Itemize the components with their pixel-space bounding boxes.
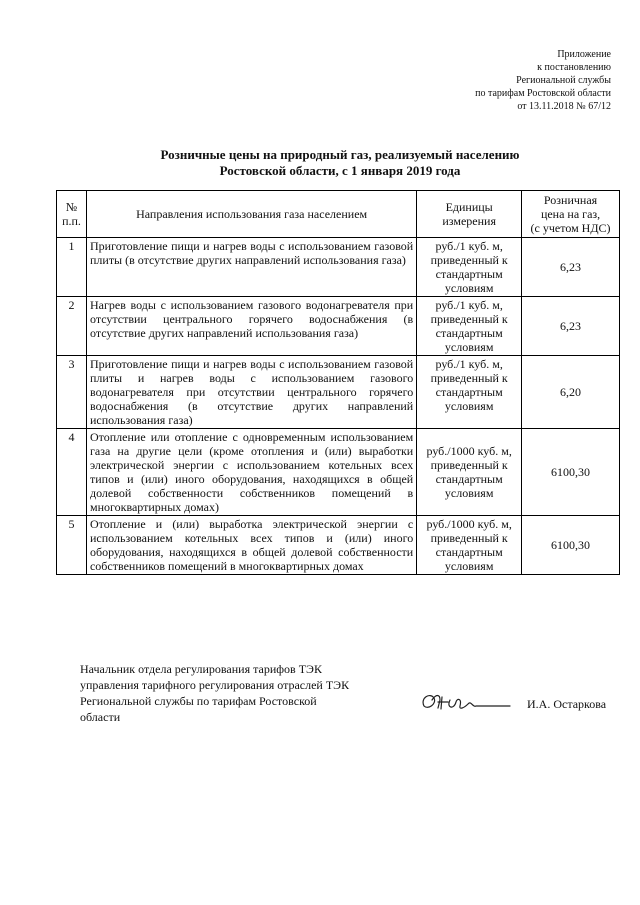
appendix-line: к постановлению	[537, 62, 611, 73]
handwritten-signature-icon	[418, 688, 518, 718]
signer-name: И.А. Остаркова	[527, 697, 607, 711]
table-row	[57, 297, 620, 356]
header-price: Розничная цена на газ, (с учетом НДС)	[522, 191, 620, 238]
title-line-1: Розничные цены на природный газ, реализуемый населению	[160, 147, 520, 162]
position-line: Начальник отдела регулирования тарифов ТЭК	[80, 662, 322, 676]
row-direction: Приготовление пищи и нагрев воды с использованием газовой плиты (в отсутствие других направлений использования газа)	[86, 238, 416, 297]
row-direction: Приготовление пищи и нагрев воды с использованием газовой плиты и нагрев воды с использованием газового водонагревателя при отсутствии центрального горячего водоснабжения (в отсутствие других направлений использования газа)	[86, 356, 416, 429]
table-header-row	[57, 191, 620, 238]
appendix-header	[371, 48, 611, 113]
table-row	[57, 238, 620, 297]
signatory-position	[80, 661, 360, 725]
appendix-line: Региональной службы	[516, 75, 611, 86]
row-num: 3	[57, 356, 87, 429]
position-line: Региональной службы по тарифам Ростовской	[80, 694, 317, 708]
appendix-line: от 13.11.2018 № 67/12	[517, 101, 611, 112]
table-row	[57, 429, 620, 516]
row-direction: Отопление и (или) выработка электрической энергии с использованием котельных всех типов и (или) иного оборудования, находящихся в общей долевой собственности собственников помещений в многоквартирных домах	[86, 516, 416, 575]
position-line: области	[80, 710, 121, 724]
appendix-line: по тарифам Ростовской области	[475, 88, 611, 99]
row-unit: руб./1 куб. м, приведенный к стандартным условиям	[417, 356, 522, 429]
title-line-2: Ростовской области, с 1 января 2019 года	[219, 163, 461, 178]
row-num: 1	[57, 238, 87, 297]
row-price: 6,23	[522, 238, 620, 297]
document-title	[60, 147, 620, 179]
row-num: 5	[57, 516, 87, 575]
row-unit: руб./1000 куб. м, приведенный к стандартным условиям	[417, 429, 522, 516]
row-price: 6100,30	[522, 429, 620, 516]
appendix-line: Приложение	[557, 49, 611, 60]
header-num: № п.п.	[57, 191, 87, 238]
table-row	[57, 356, 620, 429]
row-price: 6,20	[522, 356, 620, 429]
position-line: управления тарифного регулирования отраслей ТЭК	[80, 678, 350, 692]
row-price: 6100,30	[522, 516, 620, 575]
row-num: 4	[57, 429, 87, 516]
row-unit: руб./1 куб. м, приведенный к стандартным условиям	[417, 297, 522, 356]
table-row	[57, 516, 620, 575]
row-price: 6,23	[522, 297, 620, 356]
row-direction: Отопление или отопление с одновременным использованием газа на другие цели (кроме отопления и (или) выработки электрической энергии с использованием котельных всех типов и (или) иного оборудования, находящихся в общей долевой собственности собственников помещений в многоквартирных домах)	[86, 429, 416, 516]
row-unit: руб./1 куб. м, приведенный к стандартным условиям	[417, 238, 522, 297]
row-unit: руб./1000 куб. м, приведенный к стандартным условиям	[417, 516, 522, 575]
row-num: 2	[57, 297, 87, 356]
row-direction: Нагрев воды с использованием газового водонагревателя при отсутствии центрального горячего водоснабжения (в отсутствие других направлений использования газа)	[86, 297, 416, 356]
header-units: Единицы измерения	[417, 191, 522, 238]
gas-prices-table	[56, 190, 620, 575]
header-direction: Направления использования газа населением	[86, 191, 416, 238]
